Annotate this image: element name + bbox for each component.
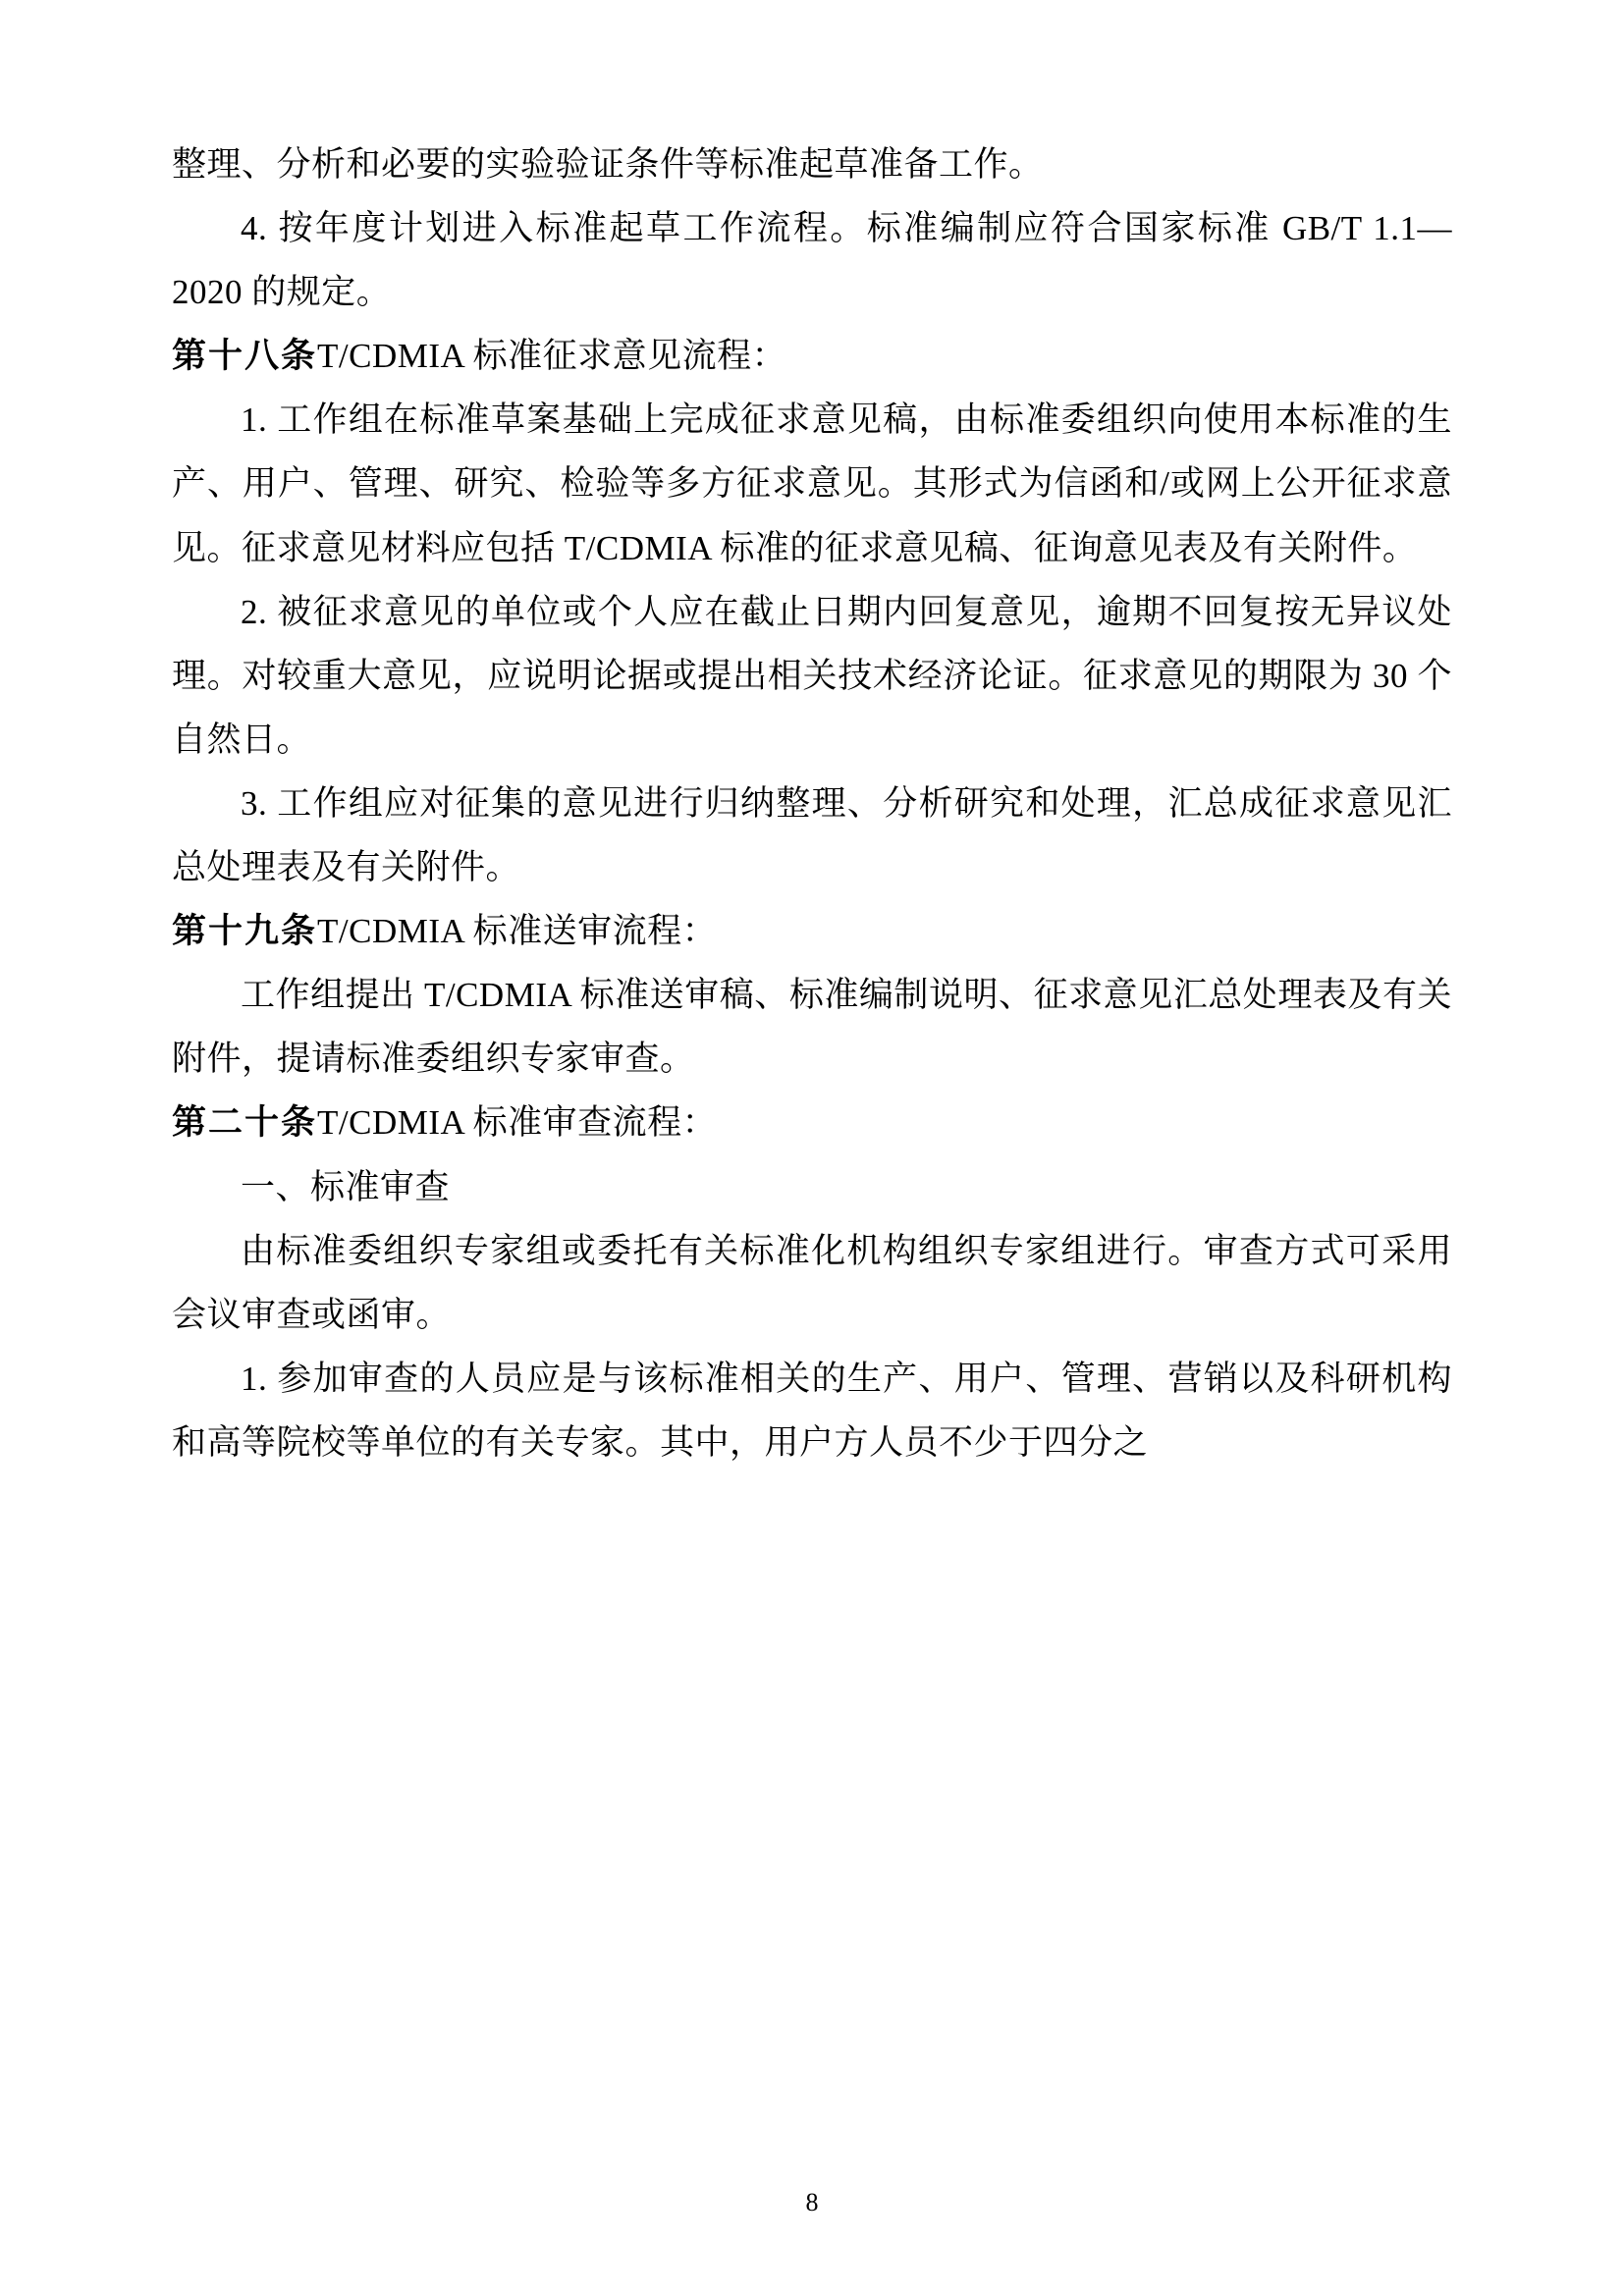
article-20-head: 第二十条 — [172, 1103, 318, 1143]
paragraph-18-item-3: 3. 工作组应对征集的意见进行归纳整理、分析研究和处理，汇总成征求意见汇总处理表及有关附件。 — [172, 783, 1452, 887]
page-number: 8 — [805, 2188, 819, 2216]
paragraph-20-section-1: 一、标准审查 — [241, 1167, 451, 1206]
article-19-text: T/CDMIA 标准送审流程： — [317, 912, 718, 951]
paragraph-18-item-1: 1. 工作组在标准草案基础上完成征求意见稿，由标准委组织向使用本标准的生产、用户、管理、研究、检验等多方征求意见。其形式为信函和/或网上公开征求意见。征求意见材料应包括 T/CDMIA 标准的征求意见稿、征询意见表及有关附件。 — [172, 400, 1452, 567]
paragraph-20-section-1-body: 由标准委组织专家组或委托有关标准化机构组织专家组进行。审查方式可采用会议审查或函审。 — [172, 1231, 1452, 1334]
paragraph-article-20 — [172, 1091, 1452, 1154]
paragraph-20-item-1: 1. 参加审查的人员应是与该标准相关的生产、用户、管理、营销以及科研机构和高等院校等单位的有关专家。其中，用户方人员不少于四分之 — [172, 1359, 1452, 1462]
article-18-head: 第十八条 — [172, 337, 318, 376]
article-19-head: 第十九条 — [172, 912, 318, 951]
article-18-text: T/CDMIA 标准征求意见流程： — [317, 337, 787, 376]
paragraph-continued-prep: 整理、分析和必要的实验验证条件等标准起草准备工作。 — [172, 145, 1044, 184]
paragraph-item-4: 4. 按年度计划进入标准起草工作流程。标准编制应符合国家标准 GB/T 1.1—2020 的规定。 — [172, 209, 1452, 312]
paragraph-article-18 — [172, 324, 1452, 388]
paragraph-article-19 — [172, 899, 1452, 963]
paragraph-18-item-2: 2. 被征求意见的单位或个人应在截止日期内回复意见，逾期不回复按无异议处理。对较重大意见，应说明论据或提出相关技术经济论证。征求意见的期限为 30 个自然日。 — [172, 592, 1452, 759]
paragraph-19-body: 工作组提出 T/CDMIA 标准送审稿、标准编制说明、征求意见汇总处理表及有关附件，提请标准委组织专家审查。 — [172, 976, 1452, 1079]
article-20-text: T/CDMIA 标准审查流程： — [317, 1103, 718, 1143]
page-body — [172, 133, 1452, 1474]
